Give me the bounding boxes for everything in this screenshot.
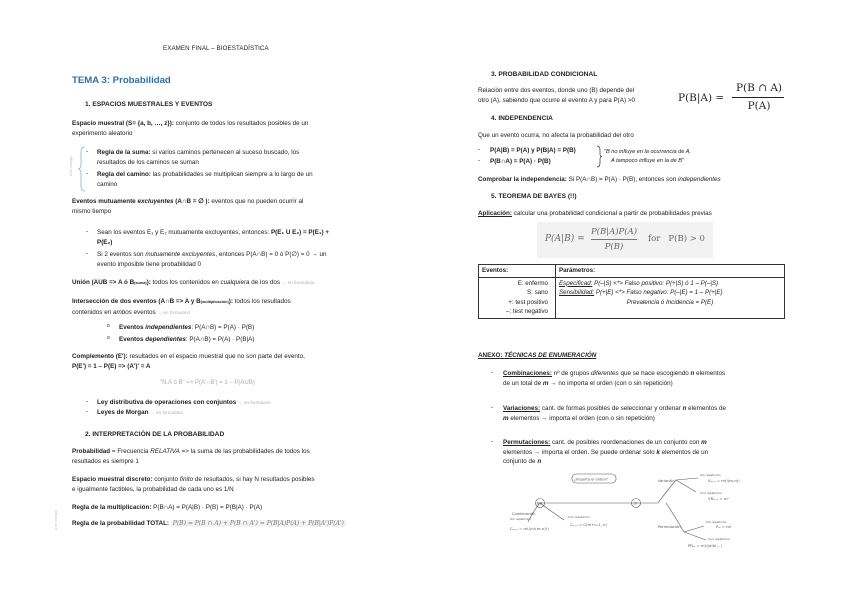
union-text: Unión (AUB => A ó B(suma)): todos los contenidos en cualquiera de los dos → en formulario — [72, 279, 315, 286]
diagram-perm-sub: Sin repetición — [706, 520, 727, 524]
diagram-line — [684, 526, 704, 532]
bullet-dash: - — [86, 148, 89, 155]
bullet-circle: o — [107, 335, 110, 341]
diagram-no-label: NO — [536, 501, 543, 506]
bayes-table — [478, 264, 785, 319]
diagram-comb-sub: Sin repetición — [510, 517, 531, 521]
bullet-dash: - — [86, 170, 89, 177]
bayes-num: P(B|A)P(A) — [590, 227, 638, 237]
section-2-heading: 2. INTERPRETACIÓN DE LA PROBABILIDAD — [85, 431, 225, 438]
bullet-circle: o — [107, 323, 110, 329]
bullet-dash: - — [491, 369, 494, 376]
side-note-2: a mi colegio — [54, 509, 59, 531]
bullet-dash: - — [86, 408, 89, 415]
fraction-bar — [732, 97, 784, 98]
variaciones-text: Variaciones: cant. de formas posibles de seleccionar y ordenar n elementos de m elementos → importa el orden (con o sin repetición) — [503, 405, 726, 422]
diagram-formula-5: Pₘ = m! — [716, 524, 732, 529]
interseccion-text: Intersección de dos eventos (A∩B => A y B(multiplicación)): todos los resultados contenidos en ambos eventos → en formulario — [72, 298, 291, 316]
regla-camino-text: Regla del camino: las probabilidades se multiplican siempre a lo largo de un camino — [97, 171, 313, 188]
bullet-dash: - — [491, 404, 494, 411]
fraction-bar — [591, 239, 637, 240]
combinaciones-text: Combinaciones: nº de grupos diferentes que se hace escogiendo n elementos de un total de m → no importa el orden (con o sin repetición) — [503, 370, 726, 387]
condicional-formula-den: P(A) — [747, 100, 771, 112]
diagram-formula-4: VRₘ,ₙ = mⁿ — [708, 496, 730, 501]
bullet-dash: - — [86, 250, 89, 257]
comprobar-independencia: Comprobar la independencia: Si P(A∩B) = P(A) · P(B), entonces son independientes — [478, 176, 721, 183]
permutaciones-text: Permutaciones: cant. de posibles reordenaciones de un conjunto con m elementos → importa el orden. Se puede ordenar solo k elementos de un conjunto de n — [503, 439, 709, 466]
exam-title: EXAMEN FINAL – BIOESTADÍSTICA — [163, 45, 269, 52]
bullet-dash: - — [86, 228, 89, 235]
bullet-dash: - — [478, 157, 481, 164]
bullet-dash: - — [86, 398, 89, 405]
independencia-text: Que un evento ocurra, no afecta la probabilidad del otro — [478, 132, 634, 139]
mutuamente-excluyentes-text: Eventos mutuamente excluyentes (A∩B = ∅ ): eventos que no pueden ocurrir al mismo tiempo — [72, 198, 304, 215]
diagram-line — [676, 480, 696, 492]
diagram-comb-rep: Con repetición — [568, 515, 590, 519]
diagram-comb-label: Combinación — [512, 512, 536, 516]
table-header: Eventos: — [479, 265, 556, 278]
bayes-condition: for P(B) > 0 — [648, 234, 705, 244]
anexo-heading: ANEXO: TÉCNICAS DE ENUMERACIÓN — [478, 352, 597, 359]
espacio-discreto-text: Espacio muestral discreto: conjunto finito de resultados, si hay N resultados posibles e igualmente factibles, la probabilidad de cada uno es 1/N — [72, 476, 315, 493]
diagram-formula-1: Cₘ,ₙ = m!/(n!(m-n)!) — [510, 526, 549, 531]
independencia-item-2: P(B∩A) = P(A) · P(B) — [490, 158, 551, 165]
independencia-item-1: P(A|B) = P(A) y P(B|A) = P(B) — [490, 147, 576, 154]
probabilidad-text: Probabilidad = Frecuencia RELATIVA => la suma de las probabilidades de todos los resultados es siempre 1 — [72, 448, 310, 465]
bullet-dash: - — [491, 438, 494, 445]
diagram-var-rep: Con repetición — [700, 491, 722, 495]
diagram-perm-label: Permutación — [658, 525, 681, 529]
regla-total: Regla de la probabilidad TOTAL: P(B) = P(B ∩ A) + P(B ∩ A') = P(B|A)P(A) + P(B|A')P(A') — [72, 520, 344, 527]
diagram-line — [684, 532, 706, 540]
diagram-line — [636, 480, 676, 503]
side-note: a mi colegio — [69, 155, 74, 177]
diagram-perm-rep: Con repetición — [708, 537, 730, 541]
diagram-si-label: SI — [633, 501, 637, 506]
bayes-aplicacion: Aplicación: calcular una probabilidad condicional a partir de probabilidades previas — [478, 210, 712, 217]
table-cell: E: enfermo S: sano +: test positivo –: test negativo — [479, 277, 556, 318]
condicional-formula-lhs: P(B|A) = — [678, 92, 725, 104]
section-3-heading: 3. PROBABILIDAD CONDICIONAL — [491, 71, 598, 78]
bayes-lhs: P(A|B) = — [545, 234, 585, 244]
ley-distributiva: Ley distributiva de operaciones con conjuntos → en formulario — [97, 399, 271, 406]
bullet-dash: - — [478, 146, 481, 153]
section-5-heading: 5. TEOREMA DE BAYES (!!) — [491, 193, 577, 200]
section-4-heading: 4. INDEPENDENCIA — [491, 115, 553, 122]
sub-excluyentes-1: Sean los eventos E₁ y E₂ mutuamente excluyentes, entonces: P(E₁ U E₂) = P(E₁) + P(E₂) — [97, 229, 330, 246]
diagram-formula-2: Cₘ,ₙ = C(m+n-1, n) — [570, 522, 607, 527]
condicional-formula-num: P(B ∩ A) — [735, 82, 783, 94]
diagram-var-sub: Sin repetición — [700, 473, 721, 477]
regla-multiplicacion: Regla de la multiplicación: P(B∩A) = P(A|B) · P(B) = P(B|A) · P(A) — [72, 504, 263, 511]
tema-title: TEMA 3: Probabilidad — [72, 75, 171, 86]
table-header: Parámetros: — [556, 265, 785, 278]
complemento-formula: "N.A ó B" => P(A'∩B') = 1 – P(AUB) — [160, 380, 255, 386]
leyes-morgan: Leyes de Morgan → en formulario — [97, 409, 183, 416]
curly-brace-icon — [596, 145, 602, 168]
condicional-text: Relación entre dos eventos, donde uno (B) depende del otro (A), sabiendo que ocurre el evento A y para P(A) >0 — [478, 87, 635, 104]
sub-excluyentes-2: Si 2 eventos son mutuamente excluyentes, entonces P(A∩B) = 0 ó P(∅) = 0 → un evento imposible tiene probabilidad 0 — [97, 251, 327, 268]
diagram-center-label: ¿Importa el orden? — [574, 477, 608, 482]
section-1-heading: 1. ESPACIOS MUESTRALES Y EVENTOS — [85, 101, 213, 108]
complemento-text: Complemento (E'): resultados en el espacio muestral que no son parte del evento, P(E') = 1 – P(E) => (A')' = A — [72, 353, 305, 370]
table-cell: Especificad: P(–|S) <*> Falso positivo: P(+|S) ó 1 – P(–|S) Sensibilidad: P(+|E) <*> Falso negativo: P(–|E) = 1 – P(+|E) Prevalencia ó Incidencia = P(E) — [556, 277, 785, 318]
independencia-quote: "B no influye en la ocurrencia de A, A tampoco influye en la de B" — [604, 149, 691, 164]
diagram-formula-6: PRₘ = m!/(a!b!…) — [688, 543, 722, 548]
curly-brace-icon — [78, 146, 89, 192]
enumeration-diagram — [508, 470, 748, 550]
regla-suma-text: Regla de la suma: si varios caminos pertenecen al suceso buscado, los resultados de los caminos se suman — [97, 149, 300, 166]
espacio-muestral-text: Espacio muestral (S= {a, b, …, z}): conjunto de todos los resultados posibles de un experimento aleatorio — [72, 120, 309, 137]
eventos-independientes: Eventos independientes: P(A∩B) = P(A) · P(B) — [119, 324, 255, 331]
diagram-formula-3: Vₘ,ₙ = m!/(m-n)! — [708, 478, 740, 483]
bayes-den: P(B) — [604, 242, 624, 252]
eventos-dependientes: Eventos dependientes: P(A∩B) = P(A) · P(B|A) — [119, 336, 255, 343]
diagram-var-label: Variación — [658, 479, 675, 483]
diagram-line — [676, 478, 698, 480]
